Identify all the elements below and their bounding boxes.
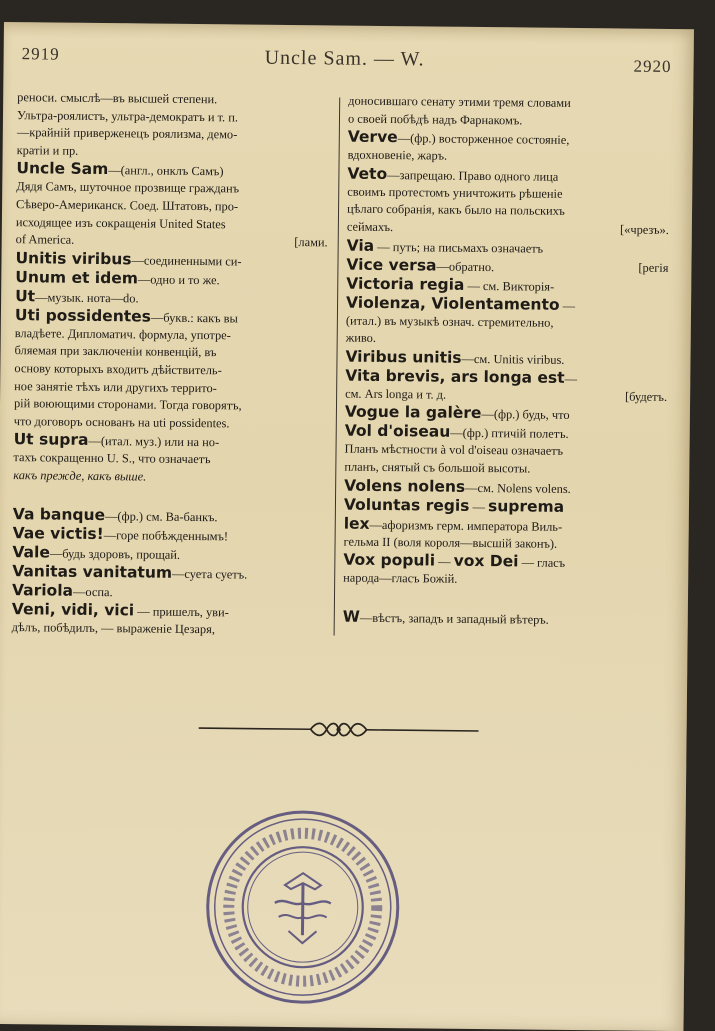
entry-definition: —обратно.: [436, 259, 495, 274]
entry-definition: —суета суетъ.: [171, 566, 248, 582]
entry-definition: —соединенными си-: [131, 253, 242, 269]
library-stamp-icon: [202, 806, 404, 1008]
right-column: [343, 93, 671, 630]
page-number-left: 2919: [21, 44, 60, 64]
line-tail-fragment: [регія: [638, 260, 669, 275]
line-tail-fragment: [лами.: [294, 235, 328, 250]
entry-headword: Volens nolens: [344, 476, 466, 496]
entry-definition: гельма II (воля короля—высшій законъ).: [343, 534, 558, 551]
entry-definition: основу которыхъ входитъ дѣйствитель-: [14, 361, 222, 378]
entry-headword: Via: [346, 236, 375, 255]
page-header: [13, 44, 675, 81]
entry-definition: —(фр.) будь, что: [481, 407, 570, 423]
entry-definition: —музык. нота—do.: [35, 290, 139, 306]
entry-definition: живо.: [345, 330, 377, 346]
entry-headword: Veto: [347, 164, 388, 183]
entry-definition: цѣлаго собранія, какъ было на польскихъ: [346, 201, 565, 219]
entry-definition: —(фр.) птичій полетъ.: [450, 426, 569, 442]
dictionary-page: [0, 22, 694, 1031]
entry-headword: Veni, vidi, vici: [11, 599, 135, 619]
entry-headword: Unum et idem: [15, 267, 139, 288]
entry-definition: — пришелъ, уви-: [134, 603, 229, 619]
entry-definition: — путь; на письмахъ означаетъ: [374, 239, 544, 256]
entry-headword: Uncle Sam: [16, 159, 109, 179]
entry-headword: Unitis viribus: [15, 248, 132, 269]
entry-definition: см. Ars longa и т. д.: [345, 386, 447, 402]
entry-definition: —горе побѣжденнымъ!: [103, 527, 229, 543]
entry-headword: Variola: [11, 580, 74, 600]
entry-definition: тахъ сокращенно U. S., что означаетъ: [13, 450, 211, 467]
entry-definition: Ультра-роялистъ, ультра-демократъ и т. п.: [16, 107, 239, 125]
entry-headword: suprema: [487, 496, 565, 516]
running-title: Uncle Sam. — W.: [264, 46, 425, 71]
entry-definition: —крайній приверженецъ роялизма, демо-: [16, 125, 238, 142]
entry-definition: —афоризмъ герм. императора Виль-: [369, 517, 563, 534]
entry-definition: Сѣверо-Американск. Соед. Штатовъ, про-: [16, 197, 239, 214]
entry-text-line: [12, 619, 324, 640]
entry-headword: Ut supra: [13, 430, 89, 450]
dictionary-entry: [13, 524, 325, 546]
entry-definition: —оспа.: [72, 584, 113, 599]
entry-headword: W: [342, 607, 360, 626]
entry-definition: —(фр.) см. Ва-банкъ.: [105, 508, 218, 524]
entry-definition: — см. Викторія-: [464, 278, 555, 294]
entry-headword: Vice versa: [346, 255, 437, 275]
entry-definition: —вѣстъ, западъ и западный вѣтеръ.: [359, 610, 549, 627]
entry-definition: о своей побѣдѣ надъ Фарнакомъ.: [347, 111, 523, 128]
entry-headword: Vox populi: [343, 550, 436, 570]
page-number-right: 2920: [633, 56, 672, 76]
line-tail-fragment: [«чрезъ».: [619, 222, 669, 237]
entry-definition: —(англ., онклъ Самъ): [108, 163, 224, 179]
entry-definition: планъ, снятый съ большой высоты.: [344, 459, 531, 476]
entry-definition: —: [435, 554, 454, 569]
entry-definition: владѣете. Дипломатич. формула, употре-: [14, 325, 231, 343]
entry-definition: Планъ мѣстности à vol d'oiseau означаетъ: [344, 441, 564, 459]
entry-headword: Vita brevis, ars longa est: [345, 366, 565, 387]
entry-text-line: [347, 201, 669, 222]
entry-definition: кратіи и пр.: [16, 142, 79, 158]
entry-definition: —будь здоровъ, прощай.: [49, 546, 181, 562]
entry-definition: — гласъ: [518, 555, 566, 571]
entry-definition: сеймахъ.: [346, 219, 394, 235]
entry-definition: вдохновеніе, жаръ.: [347, 147, 448, 163]
entry-definition: —: [559, 298, 576, 313]
entry-headword: Victoria regia: [346, 274, 465, 294]
entry-definition: —: [564, 371, 578, 386]
entry-definition: Дядя Самъ, шуточное прозвище гражданъ: [16, 179, 240, 196]
entry-definition: ное занятіе тѣхъ или другихъ террито-: [14, 378, 217, 395]
entry-definition: —букв.: какъ вы: [150, 310, 238, 326]
entry-definition: доносившаго сенату этими тремя словами: [348, 93, 571, 110]
entry-headword: lex: [343, 514, 370, 533]
entry-headword: Vogue la galère: [344, 402, 482, 423]
entry-definition: of America.: [15, 232, 75, 247]
entry-definition: —(фр.) восторженное состояніе,: [397, 131, 570, 148]
left-column: [12, 89, 330, 639]
entry-headword: Vale: [12, 542, 50, 562]
entry-definition: рій воюющими сторонами. Тогда говорятъ,: [13, 396, 242, 413]
entry-definition: бляемая при заключеніи конвенцій, въ: [14, 343, 217, 360]
entry-definition: —см. Nolens volens.: [465, 480, 571, 496]
dictionary-entry: [12, 600, 324, 622]
entry-definition: своимъ протестомъ уничтожить рѣшеніе: [347, 184, 563, 201]
entry-text-line: [343, 570, 665, 591]
entry-definition: народа—гласъ Божій.: [343, 570, 458, 586]
scroll-ornament-icon: [199, 717, 479, 742]
entry-italic-text: какъ прежде, какъ выше.: [13, 468, 147, 484]
entry-definition: реноси. смыслѣ—въ высшей степени.: [17, 90, 218, 107]
entry-definition: —запрещаю. Право одного лица: [387, 167, 559, 184]
entry-headword: Verve: [347, 127, 398, 147]
entry-text-line: [346, 312, 668, 333]
entry-definition: —см. Unitis viribus.: [461, 351, 565, 367]
dictionary-entry: [343, 607, 665, 629]
entry-definition: исходящее изъ сокращенія United States: [15, 214, 226, 231]
entry-definition: —(итал. муз.) или на но-: [88, 434, 220, 450]
entry-definition: что договоръ основанъ на uti possidentes.: [13, 413, 230, 431]
entry-headword: Vanitas vanitatum: [12, 561, 173, 582]
entry-definition: —одно и то же.: [137, 272, 220, 288]
column-divider: [334, 98, 341, 636]
entry-headword: vox Dei: [453, 551, 519, 571]
entry-text-line: [13, 467, 325, 488]
entry-headword: Vol d'oiseau: [344, 421, 451, 442]
entry-headword: Voluntas regis: [343, 495, 470, 515]
entry-headword: Va banque: [12, 504, 106, 524]
entry-headword: Ut: [15, 286, 36, 306]
entry-headword: Viribus unitis: [345, 347, 462, 367]
entry-definition: —: [469, 499, 489, 514]
entry-definition: дѣлъ, побѣдилъ, — выраженіе Цезаря,: [11, 619, 216, 636]
entry-headword: Violenza, Violentamento: [345, 293, 560, 314]
entry-headword: Uti possidentes: [14, 305, 152, 326]
line-tail-fragment: [будетъ.: [624, 389, 668, 404]
entry-definition: (итал.) въ музыкѣ означ. стремительно,: [345, 313, 554, 330]
entry-headword: Vae victis!: [12, 523, 104, 543]
